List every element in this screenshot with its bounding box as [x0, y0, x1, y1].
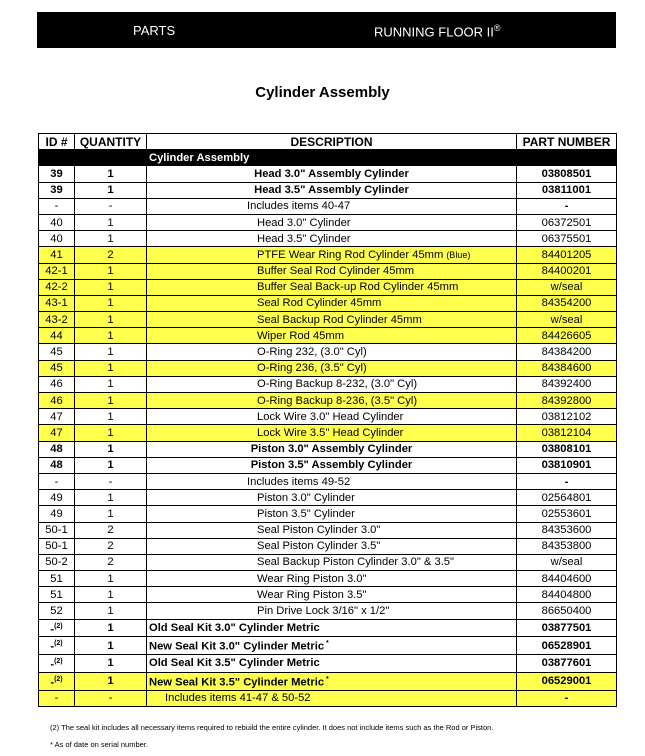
cell-part-number: 86650400 [517, 603, 617, 619]
cell-id: 43-1 [39, 295, 75, 311]
cell-description: Head 3.5" Cylinder [147, 231, 517, 247]
table-row [39, 231, 617, 247]
cell-part-number: 06528901 [517, 637, 617, 655]
cell-part-number: 84384600 [517, 360, 617, 376]
footnote-serial-date: * As of date on serial number. [50, 740, 148, 749]
cell-quantity: 1 [75, 619, 147, 637]
cell-quantity: 1 [75, 490, 147, 506]
cell-id: 51 [39, 571, 75, 587]
table-row [39, 182, 617, 198]
cell-quantity: 1 [75, 587, 147, 603]
cell-description: Wiper Rod 45mm [147, 328, 517, 344]
cell-id: 46 [39, 376, 75, 392]
cell-id: - [39, 198, 75, 214]
table-row [39, 441, 617, 457]
table-row [39, 328, 617, 344]
cell-quantity: - [75, 690, 147, 706]
cell-id: 43-2 [39, 312, 75, 328]
cell-id: -$^{(2)}$ [39, 672, 75, 690]
table-row [39, 214, 617, 230]
cell-quantity: 1 [75, 182, 147, 198]
cell-description: Buffer Seal Rod Cylinder 45mm [147, 263, 517, 279]
cell-quantity: 1 [75, 393, 147, 409]
cell-quantity: 1 [75, 279, 147, 295]
cell-id: -$^{(2)}$ [39, 655, 75, 673]
cell-part-number: 06375501 [517, 231, 617, 247]
cell-description: Piston 3.5" Assembly Cylinder [147, 457, 517, 473]
table-row [39, 571, 617, 587]
cell-id: 40 [39, 231, 75, 247]
cell-part-number: - [517, 690, 617, 706]
cell-id: 50-1 [39, 538, 75, 554]
cell-id: -$^{(2)}$ [39, 619, 75, 637]
cell-description: Seal Rod Cylinder 45mm [147, 295, 517, 311]
table-row [39, 554, 617, 570]
cell-part-number: 84384200 [517, 344, 617, 360]
cell-id: 49 [39, 490, 75, 506]
cell-description: Buffer Seal Back-up Rod Cylinder 45mm [147, 279, 517, 295]
cell-description: Pin Drive Lock 3/16" x 1/2" [147, 603, 517, 619]
cell-part-number: 02553601 [517, 506, 617, 522]
cell-part-number: 06529001 [517, 672, 617, 690]
table-row [39, 247, 617, 263]
cell-id: 52 [39, 603, 75, 619]
cell-part-number: 84354200 [517, 295, 617, 311]
table-row [39, 538, 617, 554]
cell-part-number: 03808501 [517, 166, 617, 182]
cell-id: 39 [39, 166, 75, 182]
cell-description: Head 3.5" Assembly Cylinder [147, 182, 517, 198]
cell-quantity: 1 [75, 441, 147, 457]
table-row [39, 425, 617, 441]
cell-description: Wear Ring Piston 3.5" [147, 587, 517, 603]
table-row [39, 690, 617, 706]
cell-id: 45 [39, 344, 75, 360]
cell-description: Seal Piston Cylinder 3.5" [147, 538, 517, 554]
table-row [39, 473, 617, 489]
cell-id: 50-1 [39, 522, 75, 538]
cell-description: Lock Wire 3.5" Head Cylinder [147, 425, 517, 441]
table-row [39, 344, 617, 360]
table-row [39, 637, 617, 655]
cell-id: 48 [39, 441, 75, 457]
table-row [39, 279, 617, 295]
parts-table [38, 133, 617, 707]
cell-quantity: 1 [75, 263, 147, 279]
cell-part-number: 84353800 [517, 538, 617, 554]
table-row [39, 198, 617, 214]
cell-description: O-Ring Backup 8-232, (3.0" Cyl) [147, 376, 517, 392]
cell-part-number: 84400201 [517, 263, 617, 279]
cell-part-number: - [517, 198, 617, 214]
cell-quantity: 1 [75, 409, 147, 425]
section-row [39, 150, 617, 166]
cell-description: New Seal Kit 3.5" Cylinder Metric * [147, 672, 517, 690]
cell-quantity: 1 [75, 214, 147, 230]
cell-quantity: 1 [75, 295, 147, 311]
cell-part-number: 02564801 [517, 490, 617, 506]
cell-quantity: 1 [75, 376, 147, 392]
cell-part-number: 03811001 [517, 182, 617, 198]
page-title: Cylinder Assembly [255, 84, 390, 101]
table-row [39, 672, 617, 690]
cell-id: 39 [39, 182, 75, 198]
cell-id: 42-2 [39, 279, 75, 295]
cell-quantity: 2 [75, 247, 147, 263]
cell-quantity: 1 [75, 166, 147, 182]
table-header-row [39, 134, 617, 150]
cell-quantity: 2 [75, 522, 147, 538]
cell-id: 44 [39, 328, 75, 344]
cell-part-number: 03877601 [517, 655, 617, 673]
table-row [39, 457, 617, 473]
cell-part-number: 84401205 [517, 247, 617, 263]
cell-quantity: 1 [75, 457, 147, 473]
cell-description: Old Seal Kit 3.0" Cylinder Metric [147, 619, 517, 637]
column-header-quantity: QUANTITY [75, 134, 147, 150]
cell-description: Seal Backup Rod Cylinder 45mm [147, 312, 517, 328]
cell-part-number: 03812102 [517, 409, 617, 425]
cell-quantity: 1 [75, 360, 147, 376]
header-parts-label: PARTS [133, 23, 176, 38]
cell-part-number: 84353600 [517, 522, 617, 538]
cell-part-number: w/seal [517, 312, 617, 328]
cell-part-number: 03877501 [517, 619, 617, 637]
cell-description: Seal Piston Cylinder 3.0" [147, 522, 517, 538]
cell-part-number: - [517, 473, 617, 489]
cell-quantity: 1 [75, 312, 147, 328]
table-row [39, 263, 617, 279]
table-row [39, 295, 617, 311]
cell-description: Seal Backup Piston Cylinder 3.0" & 3.5" [147, 554, 517, 570]
cell-id: 48 [39, 457, 75, 473]
cell-quantity: 2 [75, 538, 147, 554]
cell-id: 47 [39, 409, 75, 425]
cell-quantity: 1 [75, 571, 147, 587]
column-header-id: ID # [39, 134, 75, 150]
cell-part-number: 84392400 [517, 376, 617, 392]
cell-description: Piston 3.0" Assembly Cylinder [147, 441, 517, 457]
cell-part-number: 84404800 [517, 587, 617, 603]
table-row [39, 619, 617, 637]
cell-description: New Seal Kit 3.0" Cylinder Metric * [147, 637, 517, 655]
table-row [39, 166, 617, 182]
cell-part-number: w/seal [517, 279, 617, 295]
cell-description: Wear Ring Piston 3.0" [147, 571, 517, 587]
table-row [39, 490, 617, 506]
table-row [39, 655, 617, 673]
cell-id: 50-2 [39, 554, 75, 570]
cell-id: -$^{(2)}$ [39, 637, 75, 655]
cell-quantity: 2 [75, 554, 147, 570]
table-row [39, 360, 617, 376]
column-header-description: DESCRIPTION [147, 134, 517, 150]
cell-part-number: 03808101 [517, 441, 617, 457]
cell-id: 45 [39, 360, 75, 376]
cell-quantity: 1 [75, 231, 147, 247]
cell-part-number: 03810901 [517, 457, 617, 473]
cell-quantity: 1 [75, 425, 147, 441]
cell-part-number: 84392800 [517, 393, 617, 409]
cell-description: PTFE Wear Ring Rod Cylinder 45mm (Blue) [147, 247, 517, 263]
table-row [39, 587, 617, 603]
table-row [39, 506, 617, 522]
cell-quantity: - [75, 473, 147, 489]
cell-id: 46 [39, 393, 75, 409]
cell-description: Head 3.0" Assembly Cylinder [147, 166, 517, 182]
table-row [39, 522, 617, 538]
cell-description: O-Ring 232, (3.0" Cyl) [147, 344, 517, 360]
cell-description: Piston 3.5" Cylinder [147, 506, 517, 522]
cell-quantity: - [75, 198, 147, 214]
cell-id: 42-1 [39, 263, 75, 279]
table-row [39, 603, 617, 619]
cell-quantity: 1 [75, 328, 147, 344]
section-label: Cylinder Assembly [147, 150, 517, 166]
cell-id: 47 [39, 425, 75, 441]
cell-quantity: 1 [75, 344, 147, 360]
cell-id: 51 [39, 587, 75, 603]
cell-description: O-Ring 236, (3.5" Cyl) [147, 360, 517, 376]
cell-quantity: 1 [75, 603, 147, 619]
cell-description: Piston 3.0" Cylinder [147, 490, 517, 506]
cell-part-number: 06372501 [517, 214, 617, 230]
table-row [39, 393, 617, 409]
cell-description: Includes items 40-47 [147, 198, 517, 214]
cell-description: Lock Wire 3.0" Head Cylinder [147, 409, 517, 425]
cell-id: - [39, 473, 75, 489]
cell-part-number: w/seal [517, 554, 617, 570]
footnote-seal-kit: (2) The seal kit includes all necessary items required to rebuild the entire cylinder. It does not include items such as the Rod or Piston. [50, 723, 494, 732]
header-product-label: RUNNING FLOOR II® [374, 23, 501, 40]
cell-quantity: 1 [75, 672, 147, 690]
cell-id: 49 [39, 506, 75, 522]
cell-quantity: 1 [75, 506, 147, 522]
cell-description: Head 3.0" Cylinder [147, 214, 517, 230]
cell-quantity: 1 [75, 655, 147, 673]
table-row [39, 409, 617, 425]
cell-part-number: 84404600 [517, 571, 617, 587]
column-header-part-number: PART NUMBER [517, 134, 617, 150]
cell-description: O-Ring Backup 8-236, (3.5" Cyl) [147, 393, 517, 409]
cell-description: Includes items 49-52 [147, 473, 517, 489]
cell-description: Old Seal Kit 3.5" Cylinder Metric [147, 655, 517, 673]
cell-part-number: 03812104 [517, 425, 617, 441]
cell-description: Includes items 41-47 & 50-52 [147, 690, 517, 706]
cell-id: - [39, 690, 75, 706]
cell-id: 40 [39, 214, 75, 230]
cell-id: 41 [39, 247, 75, 263]
header-bar [37, 12, 616, 48]
cell-part-number: 84426605 [517, 328, 617, 344]
table-row [39, 312, 617, 328]
table-row [39, 376, 617, 392]
cell-quantity: 1 [75, 637, 147, 655]
